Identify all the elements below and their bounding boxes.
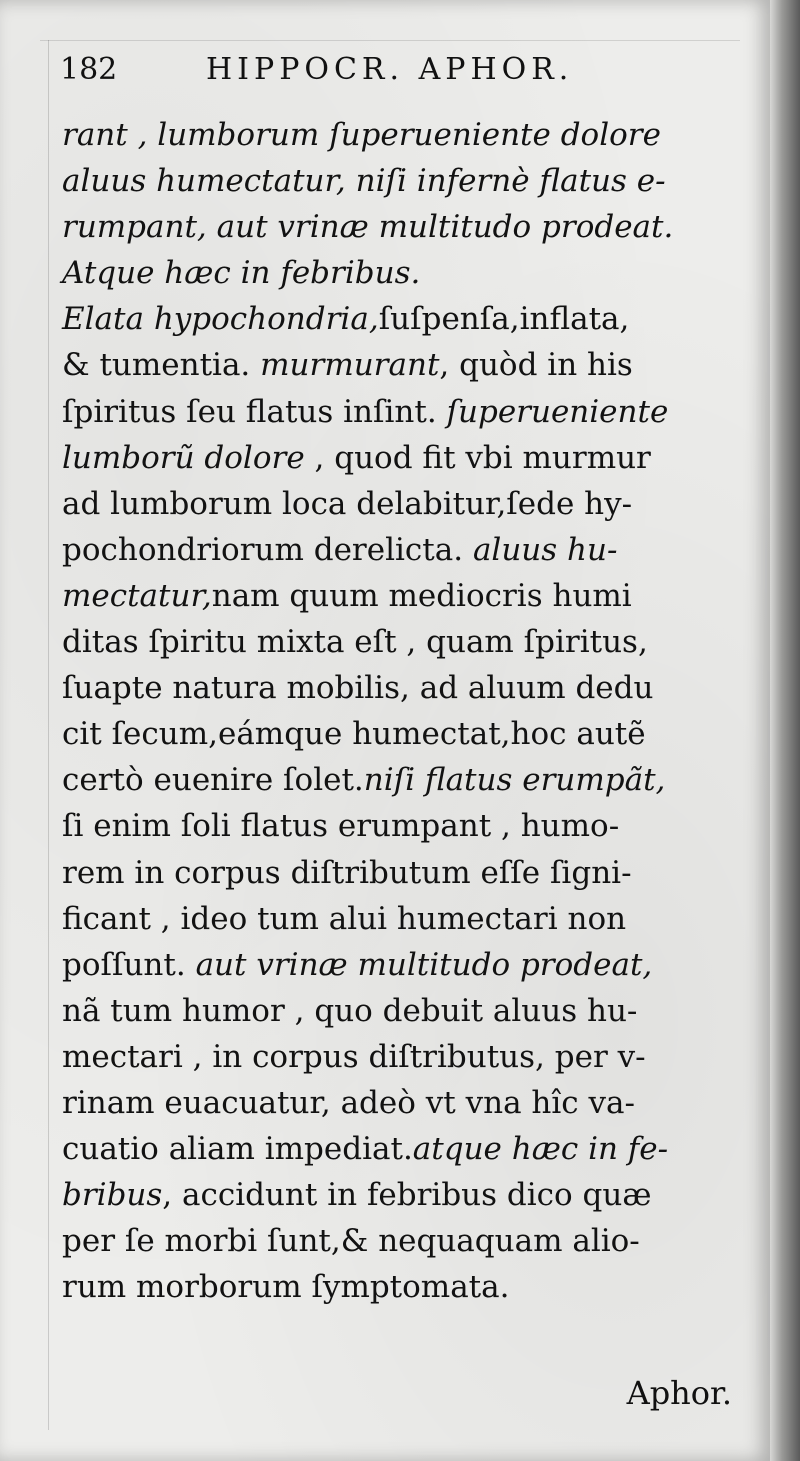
text-line [62, 389, 730, 435]
text-segment: pochondriorum derelicta. [62, 531, 473, 568]
text-line [62, 573, 730, 619]
text-line [62, 1080, 730, 1126]
text-line [62, 1172, 730, 1218]
text-line [62, 665, 730, 711]
text-segment: ditas ſpiritu mixta eſt , quam ſpiritus, [62, 624, 648, 661]
page-top-rule [40, 40, 740, 41]
text-segment: poſſunt. [62, 946, 196, 983]
text-segment: cuatio aliam impediat. [62, 1131, 413, 1168]
page-left-rule [48, 40, 49, 1430]
text-line [62, 296, 730, 342]
italic-text-segment: aluus hu- [472, 531, 618, 568]
text-line [62, 803, 730, 849]
text-segment: per ſe morbi ſunt,& nequaquam alio- [62, 1223, 640, 1260]
text-segment: ſi enim ſoli flatus erumpant , humo- [62, 808, 620, 845]
italic-text-segment: murmurant [260, 347, 440, 384]
italic-text-segment: Atque hæc in febribus. [62, 255, 421, 292]
page-number: 182 [60, 52, 118, 87]
italic-text-segment: ſuperueniente [446, 393, 669, 430]
italic-text-segment: atque hæc in fe- [412, 1131, 669, 1168]
text-segment: , accidunt in febribus dico quæ [162, 1177, 652, 1214]
text-segment: ad lumborum loca delabitur,ſede hy- [62, 485, 633, 522]
text-line [62, 112, 730, 158]
text-segment: nam quum mediocris humi [211, 577, 632, 614]
page-gutter-edge [770, 0, 800, 1461]
italic-text-segment: bribus [62, 1177, 163, 1214]
page-header [60, 52, 640, 92]
text-segment: , quod fit vbi murmur [304, 439, 651, 476]
text-segment: & tumentia. [62, 347, 261, 384]
text-segment: mectari , in corpus diſtributus, per v- [62, 1038, 646, 1075]
text-line [62, 711, 730, 757]
text-segment: nã tum humor , quo debuit aluus hu- [62, 992, 638, 1029]
text-segment: ſuſpenſa,inflata, [378, 301, 630, 338]
text-segment: , quòd in his [439, 347, 633, 384]
text-line [62, 435, 730, 481]
text-segment: rinam euacuatur, adeò vt vna hîc va- [62, 1084, 635, 1121]
text-line [62, 158, 730, 204]
italic-text-segment: niſi flatus erumpãt, [363, 762, 666, 799]
text-line [62, 1264, 730, 1310]
text-segment: certò euenire ſolet. [62, 762, 364, 799]
text-line [62, 481, 730, 527]
text-line [62, 850, 730, 896]
catchword: Aphor. [626, 1374, 732, 1412]
text-line [62, 1034, 730, 1080]
text-segment: ſpiritus ſeu flatus inſint. [62, 393, 447, 430]
text-segment: ſuapte natura mobilis, ad aluum dedu [62, 670, 654, 707]
body-text [62, 112, 730, 1310]
text-line [62, 1126, 730, 1172]
text-line [62, 204, 730, 250]
text-line [62, 942, 730, 988]
text-segment: rum morborum ſymptomata. [62, 1269, 510, 1306]
italic-text-segment: lumborũ dolore [62, 439, 305, 476]
text-segment: cit ſecum,eámque humectat,hoc autẽ [62, 716, 646, 753]
italic-text-segment: aluus humectatur, niſi infernè flatus e- [62, 163, 666, 200]
text-line [62, 896, 730, 942]
italic-text-segment: rumpant, aut vrinæ multitudo prodeat. [62, 209, 674, 246]
text-line [62, 527, 730, 573]
italic-text-segment: rant , lumborum ſuperueniente dolore [62, 117, 661, 153]
text-line [62, 1218, 730, 1264]
text-line [62, 619, 730, 665]
text-line [62, 250, 730, 296]
text-line [62, 757, 730, 803]
italic-text-segment: mectatur, [62, 577, 212, 614]
text-segment: rem in corpus diſtributum eſſe ſigni- [62, 854, 632, 891]
italic-text-segment: Elata hypochondria, [62, 301, 379, 338]
text-line [62, 988, 730, 1034]
running-head: HIPPOCR. APHOR. [206, 52, 574, 87]
italic-text-segment: aut vrinæ multitudo prodeat, [195, 946, 653, 983]
text-line [62, 342, 730, 388]
text-segment: ficant , ideo tum alui humectari non [62, 900, 627, 937]
